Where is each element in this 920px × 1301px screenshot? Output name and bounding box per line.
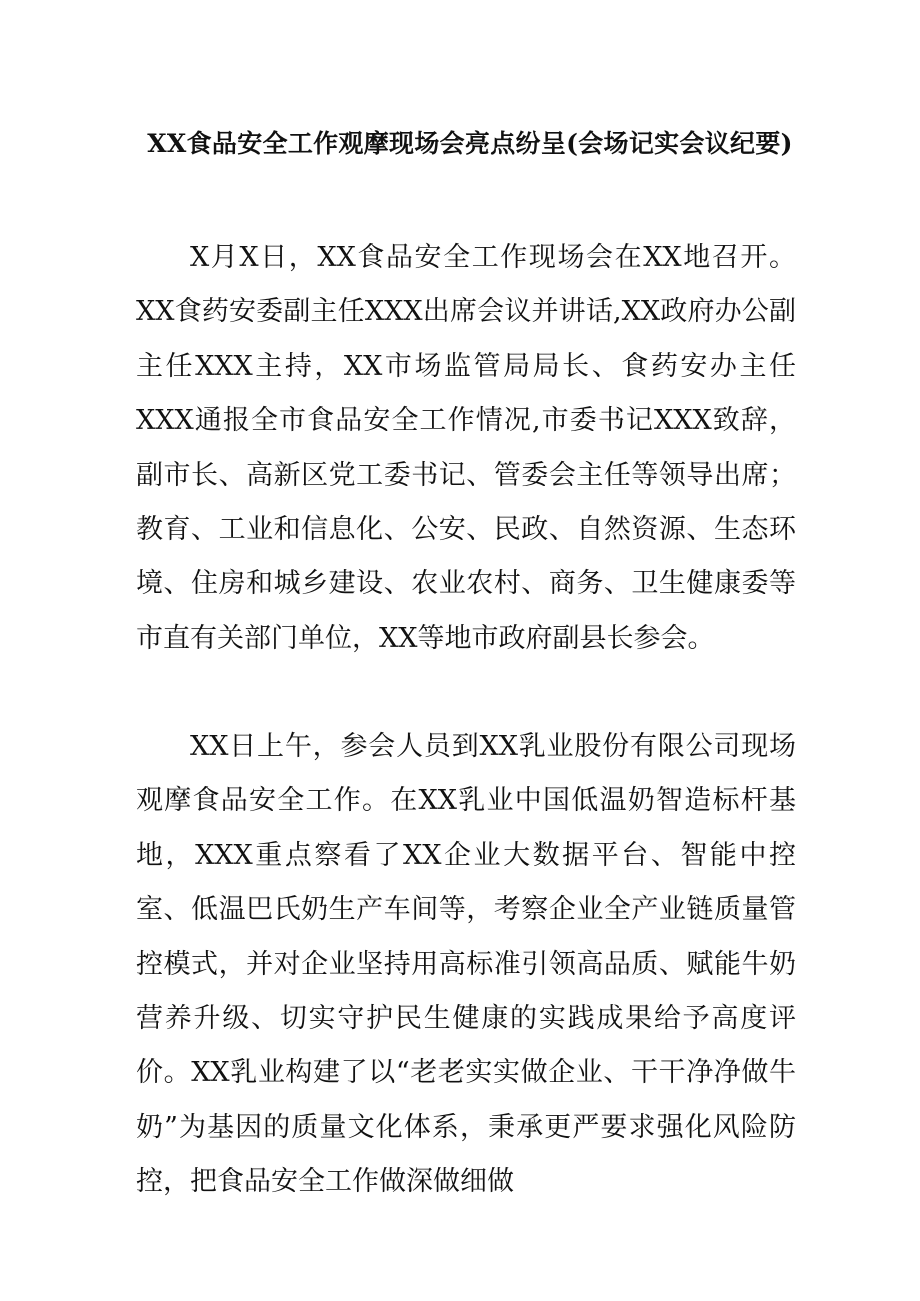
body-paragraph-2: XX日上午，参会人员到XX乳业股份有限公司现场观摩食品安全工作。在XX乳业中国低温奶智造标杆基地，XXX重点察看了XX企业大数据平台、智能中控室、低温巴氏奶生产车间等，考察企业全产业链质量管控模式，并对企业坚持用高标准引领高品质、赋能牛奶营养升级、切实守护民生健康的实践成果给予高度评价。XX乳业构建了以“老老实实做企业、干干净净做牛奶”为基因的质量文化体系，秉承更严要求强化风险防控，把食品安全工作做深做细做 bbox=[136, 731, 796, 1198]
body-paragraph-1: X月X日，XX食品安全工作现场会在XX地召开。XX食药安委副主任XXX出席会议并讲话,XX政府办公副主任XXX主持，XX市场监管局局长、食药安办主任XXX通报全市食品安全工作情况,市委书记XXX致辞，副市长、高新区党工委书记、管委会主任等领导出席；教育、工业和信息化、公安、民政、自然资源、生态环境、住房和城乡建设、农业农村、商务、卫生健康委等市直有关部门单位，XX等地市政府副县长参会。 bbox=[136, 242, 796, 654]
document-title: XX食品安全工作观摩现场会亮点纷呈(会场记实会议纪要) bbox=[147, 129, 793, 158]
